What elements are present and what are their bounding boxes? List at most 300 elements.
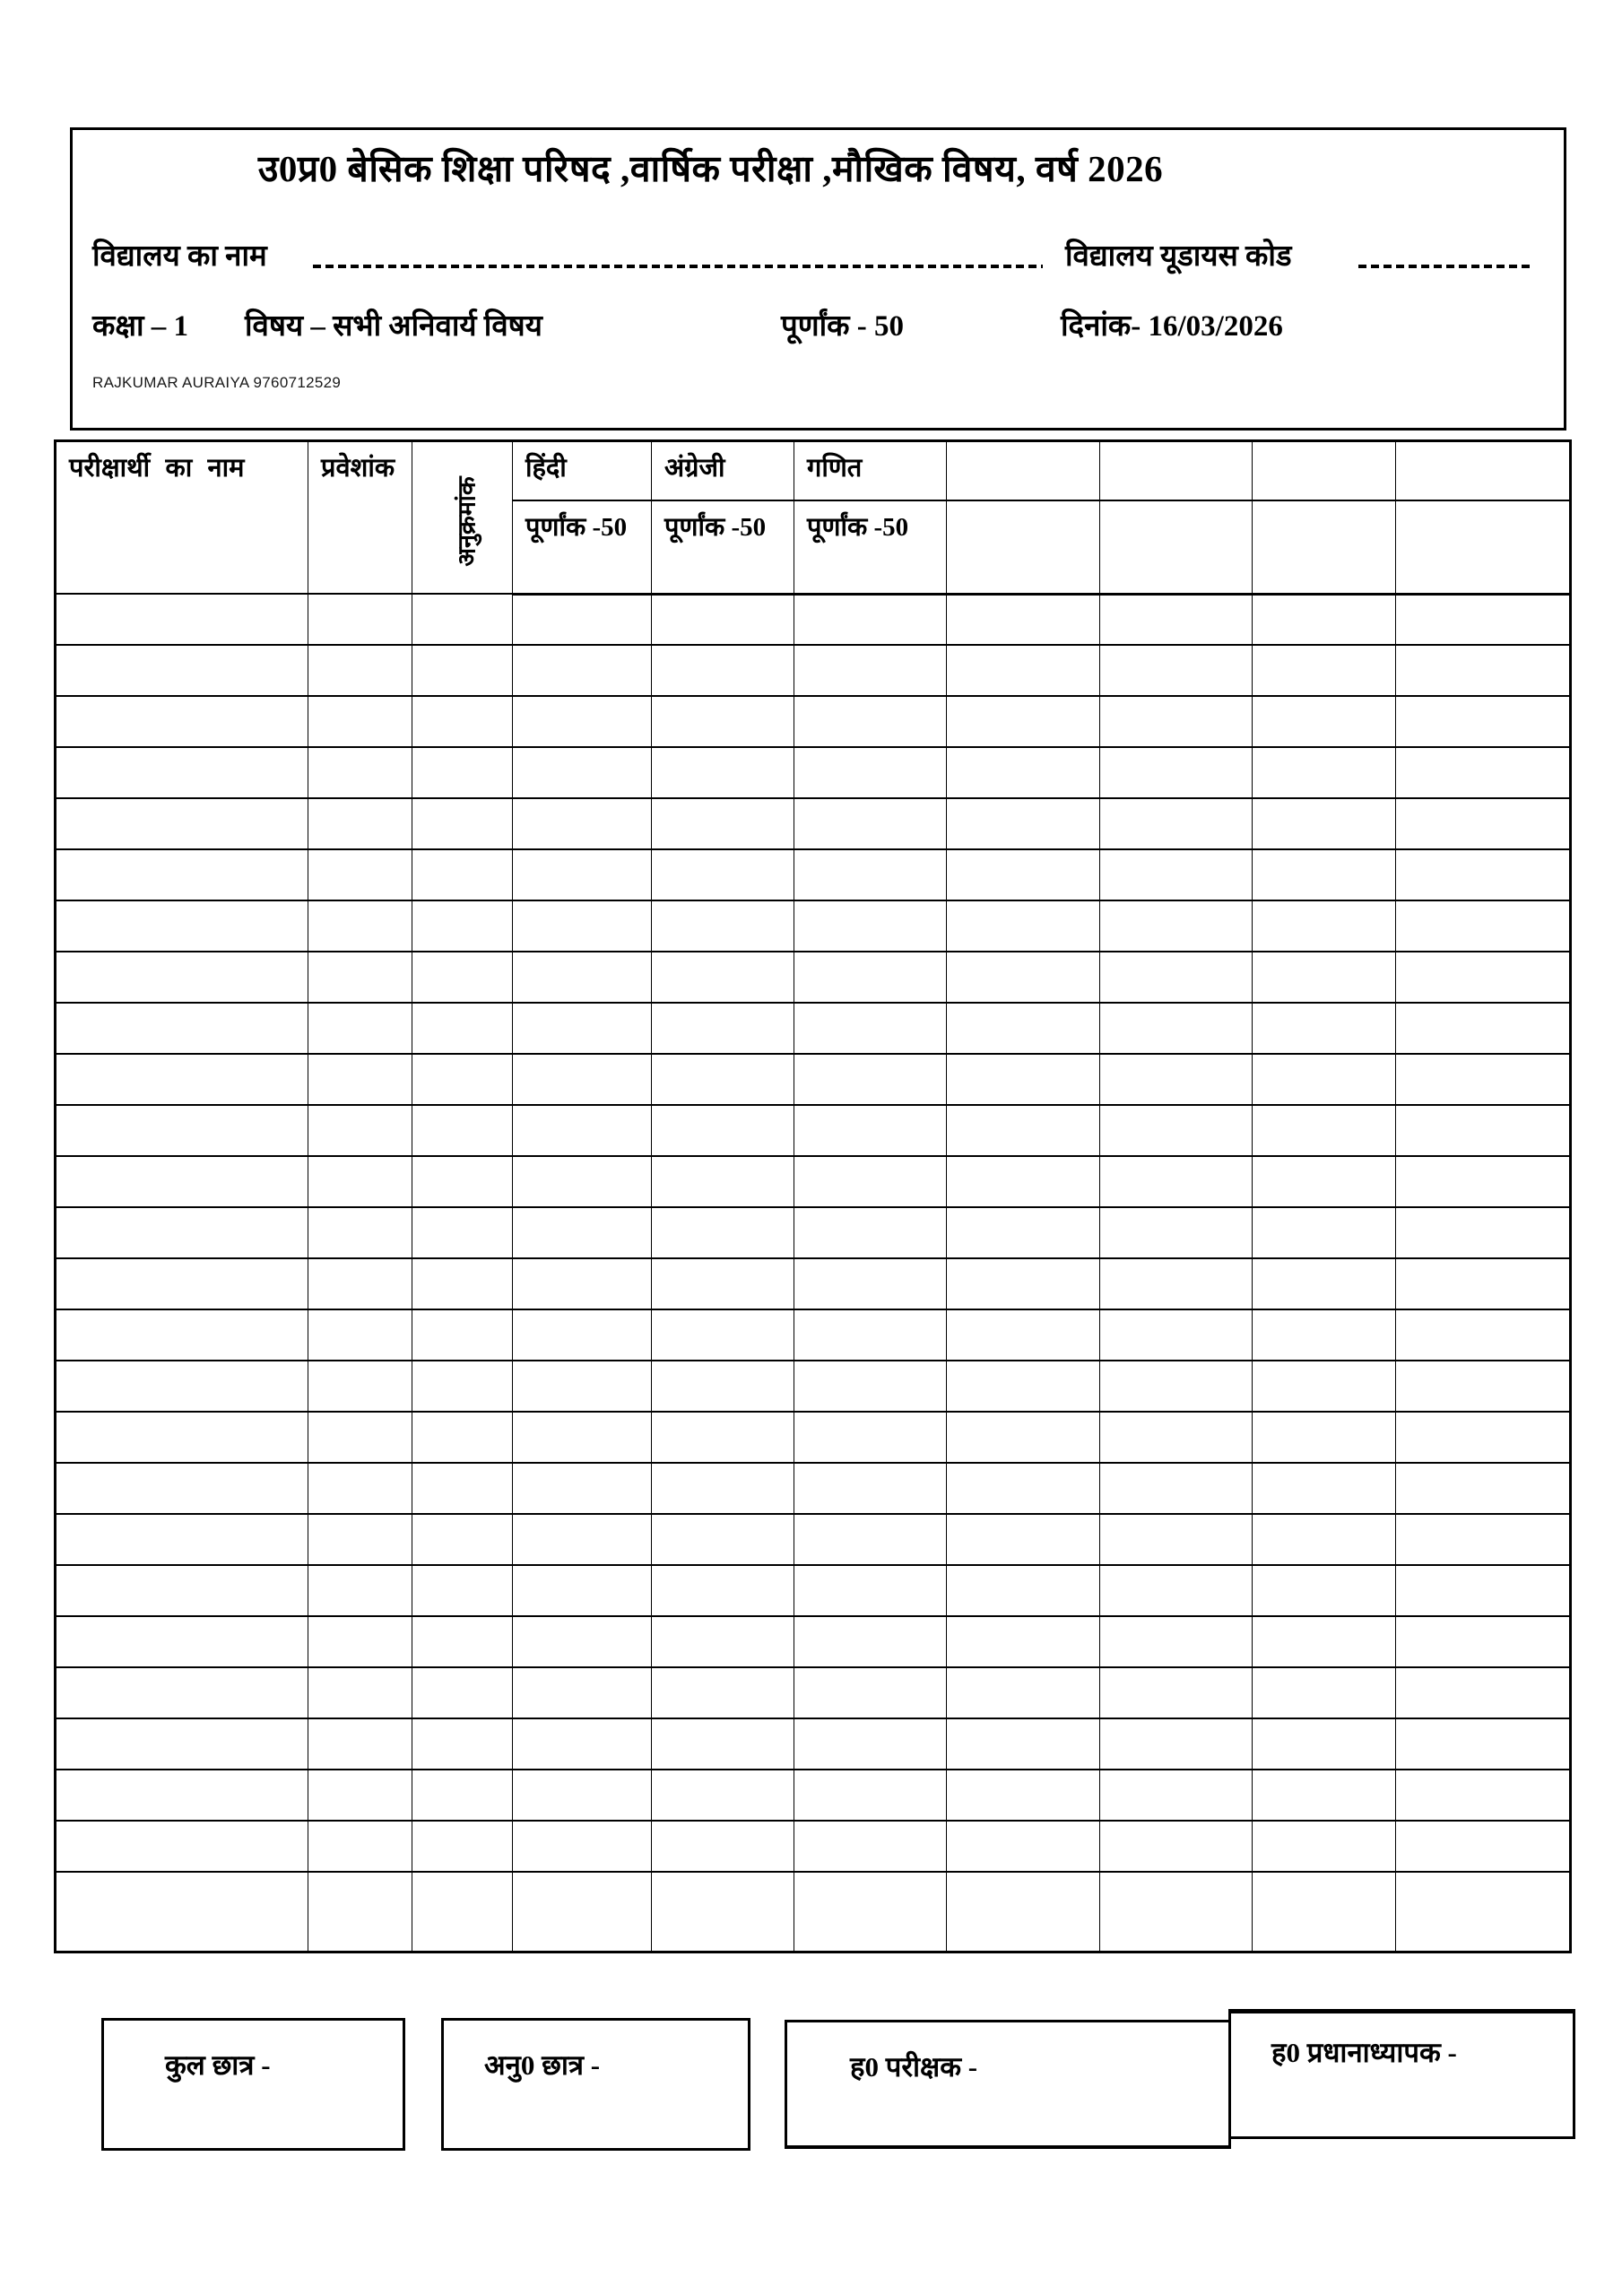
mark-cell[interactable] — [794, 1105, 947, 1156]
table-row — [56, 1054, 1571, 1105]
mark-cell[interactable] — [794, 1821, 947, 1872]
table-row — [56, 594, 1571, 645]
column-header-extra-4 — [1396, 441, 1571, 500]
table-row — [56, 900, 1571, 952]
mark-cell[interactable] — [1396, 1258, 1571, 1309]
mark-cell[interactable] — [56, 849, 308, 900]
mark-cell[interactable] — [412, 1309, 513, 1361]
mark-cell[interactable] — [412, 849, 513, 900]
mark-cell[interactable] — [412, 1718, 513, 1770]
mark-cell[interactable] — [1253, 1821, 1396, 1872]
table-row — [56, 849, 1571, 900]
mark-cell[interactable] — [1253, 747, 1396, 798]
mark-cell[interactable] — [652, 1616, 794, 1667]
mark-cell[interactable] — [308, 1770, 412, 1821]
mark-cell[interactable] — [56, 900, 308, 952]
mark-cell[interactable] — [56, 1003, 308, 1054]
mark-cell[interactable] — [1253, 594, 1396, 645]
column-header-admission-number: प्रवेशांक — [308, 441, 412, 595]
mark-cell[interactable] — [1100, 1361, 1253, 1412]
mark-cell[interactable] — [1100, 645, 1253, 696]
mark-cell[interactable] — [513, 1003, 652, 1054]
mark-cell[interactable] — [652, 1361, 794, 1412]
mark-cell[interactable] — [513, 1412, 652, 1463]
mark-cell[interactable] — [947, 696, 1100, 747]
mark-cell[interactable] — [947, 1309, 1100, 1361]
mark-cell[interactable] — [56, 798, 308, 849]
mark-cell[interactable] — [947, 594, 1100, 645]
mark-cell[interactable] — [1100, 1667, 1253, 1718]
mark-cell[interactable] — [794, 798, 947, 849]
mark-cell[interactable] — [1253, 952, 1396, 1003]
mark-cell[interactable] — [1396, 1463, 1571, 1514]
mark-cell[interactable] — [794, 594, 947, 645]
mark-cell[interactable] — [1396, 849, 1571, 900]
udise-code-fill-line[interactable] — [1358, 265, 1532, 268]
mark-cell[interactable] — [652, 696, 794, 747]
mark-cell[interactable] — [947, 1872, 1100, 1952]
mark-cell[interactable] — [652, 1156, 794, 1207]
mark-cell[interactable] — [1396, 952, 1571, 1003]
mark-cell[interactable] — [308, 645, 412, 696]
mark-cell[interactable] — [1396, 1718, 1571, 1770]
mark-cell[interactable] — [1100, 1821, 1253, 1872]
mark-cell[interactable] — [794, 952, 947, 1003]
mark-cell[interactable] — [513, 645, 652, 696]
mark-cell[interactable] — [412, 952, 513, 1003]
mark-cell[interactable] — [513, 1872, 652, 1952]
mark-cell[interactable] — [1253, 645, 1396, 696]
mark-cell[interactable] — [1100, 952, 1253, 1003]
mark-cell[interactable] — [308, 1003, 412, 1054]
mark-cell[interactable] — [1100, 1463, 1253, 1514]
mark-cell[interactable] — [308, 798, 412, 849]
column-header-math: गणित — [794, 441, 947, 500]
mark-cell[interactable] — [513, 1361, 652, 1412]
mark-cell[interactable] — [1253, 1309, 1396, 1361]
mark-cell[interactable] — [794, 849, 947, 900]
mark-cell[interactable] — [1396, 594, 1571, 645]
mark-cell[interactable] — [513, 696, 652, 747]
mark-cell[interactable] — [1100, 1156, 1253, 1207]
mark-cell[interactable] — [1253, 1361, 1396, 1412]
mark-cell[interactable] — [56, 1514, 308, 1565]
udise-code-label: विद्यालय यूडायस कोड — [1065, 240, 1292, 273]
mark-cell[interactable] — [412, 1003, 513, 1054]
mark-cell[interactable] — [652, 1309, 794, 1361]
mark-cell[interactable] — [1253, 1718, 1396, 1770]
mark-cell[interactable] — [1253, 1514, 1396, 1565]
marks-table — [54, 439, 1572, 1953]
mark-cell[interactable] — [308, 1105, 412, 1156]
mark-cell[interactable] — [947, 1105, 1100, 1156]
mark-cell[interactable] — [1100, 900, 1253, 952]
mark-cell[interactable] — [412, 1821, 513, 1872]
mark-cell[interactable] — [412, 1872, 513, 1952]
mark-cell[interactable] — [652, 1463, 794, 1514]
date-label: दिनांक- 16/03/2026 — [1061, 310, 1283, 343]
mark-cell[interactable] — [1396, 1616, 1571, 1667]
mark-cell[interactable] — [1253, 1463, 1396, 1514]
mark-cell[interactable] — [513, 1616, 652, 1667]
mark-cell[interactable] — [513, 1463, 652, 1514]
mark-cell[interactable] — [1100, 1412, 1253, 1463]
mark-cell[interactable] — [412, 645, 513, 696]
mark-cell[interactable] — [1253, 1003, 1396, 1054]
mark-cell[interactable] — [652, 1718, 794, 1770]
mark-cell[interactable] — [1396, 1770, 1571, 1821]
mark-cell[interactable] — [56, 1463, 308, 1514]
mark-cell[interactable] — [412, 1361, 513, 1412]
mark-cell[interactable] — [1253, 1258, 1396, 1309]
mark-cell[interactable] — [1253, 1207, 1396, 1258]
mark-cell[interactable] — [513, 952, 652, 1003]
table-row — [56, 1156, 1571, 1207]
mark-cell[interactable] — [1253, 900, 1396, 952]
mark-cell[interactable] — [652, 1770, 794, 1821]
mark-cell[interactable] — [513, 1309, 652, 1361]
mark-cell[interactable] — [513, 1821, 652, 1872]
mark-cell[interactable] — [56, 1412, 308, 1463]
mark-cell[interactable] — [513, 594, 652, 645]
mark-cell[interactable] — [56, 696, 308, 747]
subheader-extra-1 — [947, 500, 1100, 594]
mark-cell[interactable] — [1396, 1667, 1571, 1718]
mark-cell[interactable] — [947, 1821, 1100, 1872]
headmaster-signature-box[interactable] — [1228, 2009, 1575, 2139]
mark-cell[interactable] — [412, 1463, 513, 1514]
mark-cell[interactable] — [1396, 747, 1571, 798]
mark-cell[interactable] — [412, 1616, 513, 1667]
mark-cell[interactable] — [513, 1514, 652, 1565]
mark-cell[interactable] — [56, 1821, 308, 1872]
mark-cell[interactable] — [947, 1054, 1100, 1105]
mark-cell[interactable] — [1100, 1514, 1253, 1565]
mark-cell[interactable] — [56, 1872, 308, 1952]
mark-cell[interactable] — [56, 1718, 308, 1770]
table-row — [56, 747, 1571, 798]
max-marks-label: पूर्णांक - 50 — [781, 310, 904, 343]
mark-cell[interactable] — [1100, 1565, 1253, 1616]
mark-cell[interactable] — [947, 1565, 1100, 1616]
table-row — [56, 645, 1571, 696]
mark-cell[interactable] — [652, 1821, 794, 1872]
mark-cell[interactable] — [1100, 1054, 1253, 1105]
mark-cell[interactable] — [412, 594, 513, 645]
mark-cell[interactable] — [56, 1667, 308, 1718]
mark-cell[interactable] — [308, 747, 412, 798]
mark-cell[interactable] — [513, 1258, 652, 1309]
mark-cell[interactable] — [308, 1565, 412, 1616]
mark-cell[interactable] — [652, 798, 794, 849]
mark-cell[interactable] — [56, 1156, 308, 1207]
table-row — [56, 1258, 1571, 1309]
mark-cell[interactable] — [652, 1258, 794, 1309]
mark-cell[interactable] — [1253, 1105, 1396, 1156]
mark-cell[interactable] — [1396, 1309, 1571, 1361]
mark-cell[interactable] — [947, 747, 1100, 798]
mark-cell[interactable] — [1253, 1667, 1396, 1718]
mark-cell[interactable] — [1396, 1207, 1571, 1258]
mark-cell[interactable] — [513, 1054, 652, 1105]
mark-cell[interactable] — [794, 1514, 947, 1565]
mark-cell[interactable] — [412, 1207, 513, 1258]
mark-cell[interactable] — [947, 1412, 1100, 1463]
mark-cell[interactable] — [412, 1667, 513, 1718]
total-students-box[interactable] — [101, 2018, 405, 2151]
mark-cell[interactable] — [1253, 1156, 1396, 1207]
mark-cell[interactable] — [56, 952, 308, 1003]
mark-cell[interactable] — [794, 1003, 947, 1054]
mark-cell[interactable] — [1396, 1872, 1571, 1952]
mark-cell[interactable] — [794, 1667, 947, 1718]
mark-cell[interactable] — [308, 900, 412, 952]
mark-cell[interactable] — [1253, 849, 1396, 900]
mark-cell[interactable] — [308, 594, 412, 645]
mark-cell[interactable] — [412, 798, 513, 849]
mark-cell[interactable] — [652, 1872, 794, 1952]
mark-cell[interactable] — [1100, 1207, 1253, 1258]
mark-cell[interactable] — [1396, 1156, 1571, 1207]
table-row — [56, 952, 1571, 1003]
mark-cell[interactable] — [513, 798, 652, 849]
mark-cell[interactable] — [1100, 1872, 1253, 1952]
mark-cell[interactable] — [1253, 798, 1396, 849]
form-header-box — [70, 127, 1566, 430]
mark-cell[interactable] — [56, 1361, 308, 1412]
mark-cell[interactable] — [1396, 1565, 1571, 1616]
mark-cell[interactable] — [794, 696, 947, 747]
mark-cell[interactable] — [794, 1565, 947, 1616]
mark-cell[interactable] — [794, 1258, 947, 1309]
mark-cell[interactable] — [794, 1718, 947, 1770]
mark-cell[interactable] — [947, 900, 1100, 952]
table-row — [56, 1667, 1571, 1718]
mark-cell[interactable] — [1100, 747, 1253, 798]
mark-cell[interactable] — [513, 747, 652, 798]
mark-cell[interactable] — [308, 1309, 412, 1361]
mark-cell[interactable] — [1396, 1412, 1571, 1463]
mark-cell[interactable] — [412, 1514, 513, 1565]
mark-cell[interactable] — [1396, 645, 1571, 696]
mark-cell[interactable] — [308, 849, 412, 900]
mark-cell[interactable] — [56, 1258, 308, 1309]
mark-cell[interactable] — [513, 1565, 652, 1616]
mark-cell[interactable] — [1396, 696, 1571, 747]
mark-cell[interactable] — [652, 1565, 794, 1616]
mark-cell[interactable] — [794, 1309, 947, 1361]
mark-cell[interactable] — [308, 1463, 412, 1514]
mark-cell[interactable] — [308, 952, 412, 1003]
mark-cell[interactable] — [947, 1770, 1100, 1821]
column-header-roll-number: अनुक्रमांक — [412, 441, 513, 595]
credit-text: RAJKUMAR AURAIYA 9760712529 — [92, 374, 342, 391]
mark-cell[interactable] — [652, 1667, 794, 1718]
mark-cell[interactable] — [794, 1207, 947, 1258]
present-students-box[interactable] — [441, 2018, 750, 2151]
mark-cell[interactable] — [947, 1003, 1100, 1054]
subheader-english-max-marks: पूर्णांक -50 — [652, 500, 794, 594]
table-header — [56, 441, 1571, 595]
mark-cell[interactable] — [652, 645, 794, 696]
mark-cell[interactable] — [56, 1309, 308, 1361]
mark-cell[interactable] — [513, 1667, 652, 1718]
mark-cell[interactable] — [652, 952, 794, 1003]
table-row — [56, 1565, 1571, 1616]
mark-cell[interactable] — [652, 849, 794, 900]
mark-cell[interactable] — [513, 1105, 652, 1156]
mark-cell[interactable] — [947, 1156, 1100, 1207]
mark-cell[interactable] — [947, 1718, 1100, 1770]
mark-cell[interactable] — [513, 849, 652, 900]
mark-cell[interactable] — [56, 1565, 308, 1616]
mark-cell[interactable] — [652, 594, 794, 645]
mark-cell[interactable] — [794, 1361, 947, 1412]
mark-cell[interactable] — [947, 1463, 1100, 1514]
mark-cell[interactable] — [947, 1514, 1100, 1565]
mark-cell[interactable] — [56, 645, 308, 696]
mark-cell[interactable] — [794, 747, 947, 798]
mark-cell[interactable] — [652, 900, 794, 952]
subheader-extra-2 — [1100, 500, 1253, 594]
mark-cell[interactable] — [412, 1565, 513, 1616]
table-row — [56, 1463, 1571, 1514]
mark-cell[interactable] — [652, 1054, 794, 1105]
mark-cell[interactable] — [308, 1821, 412, 1872]
table-row — [56, 1872, 1571, 1952]
mark-cell[interactable] — [308, 1667, 412, 1718]
mark-cell[interactable] — [308, 1258, 412, 1309]
mark-cell[interactable] — [1100, 1309, 1253, 1361]
mark-cell[interactable] — [513, 1207, 652, 1258]
mark-cell[interactable] — [1396, 798, 1571, 849]
mark-cell[interactable] — [947, 849, 1100, 900]
mark-cell[interactable] — [1396, 1361, 1571, 1412]
table-row — [56, 798, 1571, 849]
mark-cell[interactable] — [1100, 1616, 1253, 1667]
mark-cell[interactable] — [652, 1412, 794, 1463]
table-row — [56, 1412, 1571, 1463]
mark-cell[interactable] — [1100, 849, 1253, 900]
examiner-signature-box[interactable] — [785, 2020, 1231, 2149]
mark-cell[interactable] — [947, 645, 1100, 696]
mark-cell[interactable] — [412, 696, 513, 747]
mark-cell[interactable] — [1253, 1616, 1396, 1667]
mark-cell[interactable] — [794, 1616, 947, 1667]
mark-cell[interactable] — [794, 1412, 947, 1463]
mark-cell[interactable] — [412, 747, 513, 798]
mark-cell[interactable] — [56, 594, 308, 645]
mark-cell[interactable] — [1100, 696, 1253, 747]
mark-cell[interactable] — [1396, 1003, 1571, 1054]
mark-cell[interactable] — [308, 1361, 412, 1412]
subheader-hindi-max-marks: पूर्णांक -50 — [513, 500, 652, 594]
mark-cell[interactable] — [1396, 1821, 1571, 1872]
mark-cell[interactable] — [308, 1872, 412, 1952]
mark-cell[interactable] — [412, 1156, 513, 1207]
mark-cell[interactable] — [1100, 1258, 1253, 1309]
mark-cell[interactable] — [308, 1616, 412, 1667]
mark-cell[interactable] — [412, 1258, 513, 1309]
mark-cell[interactable] — [1396, 1514, 1571, 1565]
mark-cell[interactable] — [652, 1003, 794, 1054]
mark-cell[interactable] — [56, 1616, 308, 1667]
table-row — [56, 1207, 1571, 1258]
mark-cell[interactable] — [412, 900, 513, 952]
mark-cell[interactable] — [1253, 1412, 1396, 1463]
mark-cell[interactable] — [1100, 1003, 1253, 1054]
mark-cell[interactable] — [513, 1770, 652, 1821]
mark-cell[interactable] — [308, 1412, 412, 1463]
mark-cell[interactable] — [794, 1156, 947, 1207]
mark-cell[interactable] — [1396, 1054, 1571, 1105]
mark-cell[interactable] — [513, 1156, 652, 1207]
mark-cell[interactable] — [308, 1207, 412, 1258]
mark-cell[interactable] — [1253, 1872, 1396, 1952]
mark-cell[interactable] — [308, 696, 412, 747]
table-row — [56, 1361, 1571, 1412]
mark-cell[interactable] — [1253, 1770, 1396, 1821]
mark-cell[interactable] — [947, 798, 1100, 849]
mark-cell[interactable] — [652, 1514, 794, 1565]
mark-cell[interactable] — [947, 952, 1100, 1003]
mark-cell[interactable] — [513, 900, 652, 952]
mark-cell[interactable] — [652, 747, 794, 798]
mark-cell[interactable] — [56, 1770, 308, 1821]
mark-cell[interactable] — [1253, 696, 1396, 747]
mark-cell[interactable] — [1100, 1105, 1253, 1156]
mark-cell[interactable] — [1253, 1054, 1396, 1105]
mark-cell[interactable] — [513, 1718, 652, 1770]
mark-cell[interactable] — [308, 1156, 412, 1207]
mark-cell[interactable] — [412, 1412, 513, 1463]
mark-cell[interactable] — [412, 1054, 513, 1105]
mark-cell[interactable] — [1253, 1565, 1396, 1616]
mark-cell[interactable] — [308, 1718, 412, 1770]
mark-cell[interactable] — [412, 1770, 513, 1821]
mark-cell[interactable] — [56, 1207, 308, 1258]
mark-cell[interactable] — [794, 645, 947, 696]
mark-cell[interactable] — [947, 1361, 1100, 1412]
mark-cell[interactable] — [947, 1258, 1100, 1309]
mark-cell[interactable] — [794, 1054, 947, 1105]
mark-cell[interactable] — [1396, 900, 1571, 952]
mark-cell[interactable] — [947, 1207, 1100, 1258]
mark-cell[interactable] — [308, 1514, 412, 1565]
mark-cell[interactable] — [947, 1667, 1100, 1718]
mark-cell[interactable] — [412, 1105, 513, 1156]
mark-cell[interactable] — [1100, 1718, 1253, 1770]
mark-cell[interactable] — [56, 747, 308, 798]
column-header-hindi: हिंदी — [513, 441, 652, 500]
mark-cell[interactable] — [1100, 594, 1253, 645]
mark-cell[interactable] — [794, 900, 947, 952]
mark-cell[interactable] — [794, 1770, 947, 1821]
mark-cell[interactable] — [652, 1105, 794, 1156]
school-name-fill-line[interactable] — [313, 265, 1043, 268]
mark-cell[interactable] — [1396, 1105, 1571, 1156]
column-header-english: अंग्रेजी — [652, 441, 794, 500]
mark-cell[interactable] — [308, 1054, 412, 1105]
mark-cell[interactable] — [947, 1616, 1100, 1667]
mark-cell[interactable] — [794, 1872, 947, 1952]
mark-cell[interactable] — [56, 1105, 308, 1156]
mark-cell[interactable] — [56, 1054, 308, 1105]
mark-cell[interactable] — [1100, 798, 1253, 849]
mark-cell[interactable] — [652, 1207, 794, 1258]
mark-cell[interactable] — [1100, 1770, 1253, 1821]
mark-cell[interactable] — [794, 1463, 947, 1514]
